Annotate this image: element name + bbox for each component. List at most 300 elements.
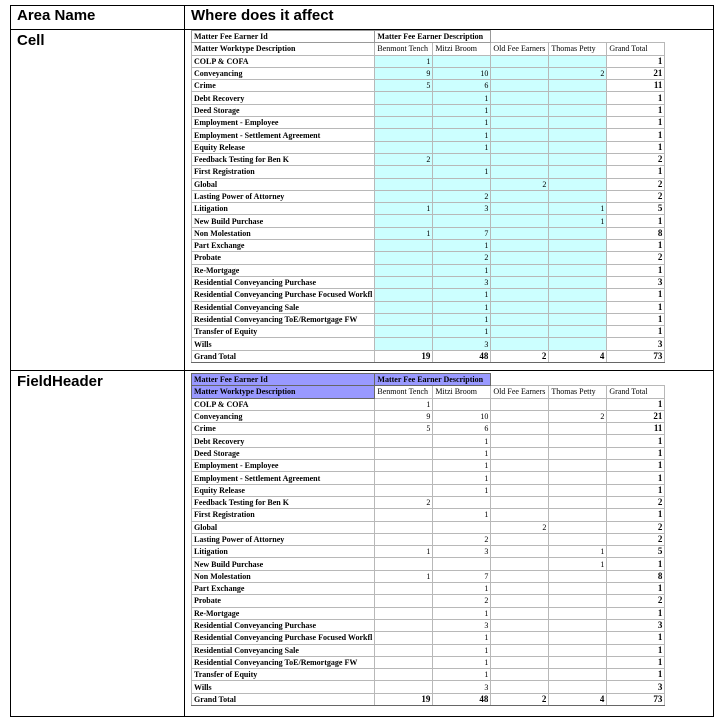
- data-cell[interactable]: [375, 656, 433, 668]
- row-label[interactable]: Probate: [192, 252, 375, 264]
- data-cell[interactable]: [491, 252, 549, 264]
- data-cell[interactable]: [375, 521, 433, 533]
- data-cell[interactable]: [491, 644, 549, 656]
- data-cell[interactable]: [491, 669, 549, 681]
- data-cell[interactable]: 1: [433, 240, 491, 252]
- row-label[interactable]: Deed Storage: [192, 447, 375, 459]
- row-label[interactable]: Part Exchange: [192, 240, 375, 252]
- row-label[interactable]: Conveyancing: [192, 410, 375, 422]
- row-total-cell[interactable]: 1: [607, 117, 665, 129]
- row-label[interactable]: Debt Recovery: [192, 435, 375, 447]
- column-field-header[interactable]: Matter Fee Earner Description: [375, 374, 491, 386]
- data-cell[interactable]: 1: [375, 546, 433, 558]
- row-label[interactable]: Litigation: [192, 546, 375, 558]
- data-cell[interactable]: [375, 276, 433, 288]
- data-cell[interactable]: [549, 227, 607, 239]
- data-cell[interactable]: [491, 301, 549, 313]
- data-cell[interactable]: [549, 644, 607, 656]
- data-cell[interactable]: [549, 104, 607, 116]
- row-total-cell[interactable]: 1: [607, 104, 665, 116]
- column-header[interactable]: Mitzi Broom: [433, 386, 491, 398]
- data-cell[interactable]: 1: [549, 203, 607, 215]
- data-cell[interactable]: 3: [433, 276, 491, 288]
- data-cell[interactable]: [375, 117, 433, 129]
- data-cell[interactable]: 1: [433, 289, 491, 301]
- row-total-cell[interactable]: 5: [607, 546, 665, 558]
- data-cell[interactable]: [549, 496, 607, 508]
- data-cell[interactable]: [375, 644, 433, 656]
- row-total-cell[interactable]: 1: [607, 644, 665, 656]
- data-cell[interactable]: [549, 484, 607, 496]
- data-cell[interactable]: [491, 656, 549, 668]
- data-cell[interactable]: 2: [491, 521, 549, 533]
- row-label[interactable]: Crime: [192, 423, 375, 435]
- data-cell[interactable]: [491, 67, 549, 79]
- grand-total-label[interactable]: Grand Total: [192, 350, 375, 362]
- column-header[interactable]: Grand Total: [607, 386, 665, 398]
- data-cell[interactable]: 1: [433, 264, 491, 276]
- data-cell[interactable]: [549, 276, 607, 288]
- data-cell[interactable]: [375, 289, 433, 301]
- data-cell[interactable]: 1: [433, 472, 491, 484]
- data-cell[interactable]: [549, 656, 607, 668]
- column-header[interactable]: Mitzi Broom: [433, 43, 491, 55]
- data-cell[interactable]: [433, 215, 491, 227]
- row-total-cell[interactable]: 1: [607, 398, 665, 410]
- data-cell[interactable]: 1: [433, 669, 491, 681]
- data-cell[interactable]: [549, 190, 607, 202]
- data-cell[interactable]: 9: [375, 410, 433, 422]
- data-cell[interactable]: [375, 92, 433, 104]
- row-label[interactable]: Residential Conveyancing Sale: [192, 301, 375, 313]
- data-cell[interactable]: [549, 141, 607, 153]
- data-cell[interactable]: [433, 496, 491, 508]
- data-cell[interactable]: [549, 338, 607, 350]
- data-cell[interactable]: 1: [433, 632, 491, 644]
- data-cell[interactable]: [491, 203, 549, 215]
- data-cell[interactable]: [491, 215, 549, 227]
- data-cell[interactable]: [491, 92, 549, 104]
- data-cell[interactable]: 1: [433, 92, 491, 104]
- data-cell[interactable]: 1: [433, 656, 491, 668]
- data-cell[interactable]: [549, 509, 607, 521]
- row-label[interactable]: Lasting Power of Attorney: [192, 190, 375, 202]
- row-field-header[interactable]: Matter Fee Earner Id: [192, 31, 375, 43]
- data-cell[interactable]: [491, 595, 549, 607]
- data-cell[interactable]: 1: [433, 644, 491, 656]
- row-label[interactable]: Transfer of Equity: [192, 326, 375, 338]
- data-cell[interactable]: [433, 521, 491, 533]
- row-total-cell[interactable]: 1: [607, 326, 665, 338]
- data-cell[interactable]: 1: [433, 104, 491, 116]
- row-total-cell[interactable]: 1: [607, 607, 665, 619]
- data-cell[interactable]: 5: [375, 80, 433, 92]
- row-total-cell[interactable]: 1: [607, 583, 665, 595]
- data-cell[interactable]: [549, 129, 607, 141]
- row-header-field[interactable]: Matter Worktype Description: [192, 43, 375, 55]
- row-label[interactable]: COLP & COFA: [192, 55, 375, 67]
- grand-total-cell[interactable]: 48: [433, 693, 491, 705]
- row-total-cell[interactable]: 1: [607, 460, 665, 472]
- grand-total-cell[interactable]: 4: [549, 693, 607, 705]
- data-cell[interactable]: [549, 80, 607, 92]
- data-cell[interactable]: [491, 496, 549, 508]
- data-cell[interactable]: [549, 166, 607, 178]
- row-label[interactable]: Residential Conveyancing Sale: [192, 644, 375, 656]
- data-cell[interactable]: [549, 472, 607, 484]
- data-cell[interactable]: [375, 104, 433, 116]
- row-label[interactable]: Global: [192, 178, 375, 190]
- data-cell[interactable]: [549, 681, 607, 693]
- row-total-cell[interactable]: 1: [607, 632, 665, 644]
- data-cell[interactable]: [549, 326, 607, 338]
- row-label[interactable]: Transfer of Equity: [192, 669, 375, 681]
- data-cell[interactable]: [375, 558, 433, 570]
- data-cell[interactable]: 2: [433, 595, 491, 607]
- data-cell[interactable]: [549, 313, 607, 325]
- row-total-cell[interactable]: 2: [607, 521, 665, 533]
- data-cell[interactable]: [433, 178, 491, 190]
- data-cell[interactable]: [491, 117, 549, 129]
- data-cell[interactable]: [491, 104, 549, 116]
- data-cell[interactable]: [491, 338, 549, 350]
- data-cell[interactable]: [491, 398, 549, 410]
- column-header[interactable]: Thomas Petty: [549, 43, 607, 55]
- data-cell[interactable]: 1: [375, 55, 433, 67]
- grand-total-cell[interactable]: 19: [375, 350, 433, 362]
- data-cell[interactable]: [549, 55, 607, 67]
- row-label[interactable]: Residential Conveyancing Purchase Focused Workfl: [192, 289, 375, 301]
- data-cell[interactable]: 2: [375, 153, 433, 165]
- row-total-cell[interactable]: 1: [607, 656, 665, 668]
- data-cell[interactable]: [549, 301, 607, 313]
- data-cell[interactable]: [491, 460, 549, 472]
- row-total-cell[interactable]: 1: [607, 55, 665, 67]
- row-label[interactable]: Conveyancing: [192, 67, 375, 79]
- data-cell[interactable]: 1: [549, 546, 607, 558]
- data-cell[interactable]: 2: [491, 178, 549, 190]
- data-cell[interactable]: [491, 558, 549, 570]
- data-cell[interactable]: 9: [375, 67, 433, 79]
- data-cell[interactable]: [549, 447, 607, 459]
- row-total-cell[interactable]: 1: [607, 669, 665, 681]
- data-cell[interactable]: 1: [433, 435, 491, 447]
- data-cell[interactable]: 6: [433, 423, 491, 435]
- data-cell[interactable]: 5: [375, 423, 433, 435]
- data-cell[interactable]: [375, 607, 433, 619]
- row-label[interactable]: Litigation: [192, 203, 375, 215]
- data-cell[interactable]: [491, 227, 549, 239]
- row-total-cell[interactable]: 1: [607, 435, 665, 447]
- column-header[interactable]: Grand Total: [607, 43, 665, 55]
- data-cell[interactable]: 1: [433, 117, 491, 129]
- row-label[interactable]: Part Exchange: [192, 583, 375, 595]
- data-cell[interactable]: [491, 546, 549, 558]
- data-cell[interactable]: [375, 252, 433, 264]
- data-cell[interactable]: 7: [433, 570, 491, 582]
- data-cell[interactable]: [491, 509, 549, 521]
- data-cell[interactable]: 1: [375, 203, 433, 215]
- data-cell[interactable]: 1: [375, 570, 433, 582]
- data-cell[interactable]: 1: [433, 509, 491, 521]
- data-cell[interactable]: 10: [433, 67, 491, 79]
- data-cell[interactable]: [549, 92, 607, 104]
- row-label[interactable]: Lasting Power of Attorney: [192, 533, 375, 545]
- data-cell[interactable]: [491, 190, 549, 202]
- data-cell[interactable]: [433, 153, 491, 165]
- column-header[interactable]: Thomas Petty: [549, 386, 607, 398]
- row-total-cell[interactable]: 1: [607, 264, 665, 276]
- row-total-cell[interactable]: 1: [607, 447, 665, 459]
- data-cell[interactable]: 1: [433, 607, 491, 619]
- data-cell[interactable]: [375, 190, 433, 202]
- data-cell[interactable]: [491, 533, 549, 545]
- data-cell[interactable]: [491, 264, 549, 276]
- grand-total-cell[interactable]: 4: [549, 350, 607, 362]
- row-total-cell[interactable]: 1: [607, 484, 665, 496]
- data-cell[interactable]: [549, 607, 607, 619]
- row-label[interactable]: Re-Mortgage: [192, 607, 375, 619]
- row-label[interactable]: Employment - Employee: [192, 460, 375, 472]
- row-label[interactable]: Equity Release: [192, 484, 375, 496]
- row-label[interactable]: Probate: [192, 595, 375, 607]
- grand-total-cell[interactable]: 48: [433, 350, 491, 362]
- row-total-cell[interactable]: 11: [607, 423, 665, 435]
- data-cell[interactable]: [549, 240, 607, 252]
- column-field-header[interactable]: Matter Fee Earner Description: [375, 31, 491, 43]
- row-total-cell[interactable]: 3: [607, 681, 665, 693]
- data-cell[interactable]: 1: [433, 326, 491, 338]
- data-cell[interactable]: [491, 313, 549, 325]
- data-cell[interactable]: [375, 681, 433, 693]
- row-label[interactable]: New Build Purchase: [192, 215, 375, 227]
- row-total-cell[interactable]: 1: [607, 92, 665, 104]
- row-label[interactable]: Employment - Settlement Agreement: [192, 129, 375, 141]
- data-cell[interactable]: [433, 55, 491, 67]
- row-label[interactable]: COLP & COFA: [192, 398, 375, 410]
- data-cell[interactable]: [433, 398, 491, 410]
- data-cell[interactable]: [549, 252, 607, 264]
- data-cell[interactable]: [549, 570, 607, 582]
- data-cell[interactable]: [375, 313, 433, 325]
- data-cell[interactable]: [549, 178, 607, 190]
- row-total-cell[interactable]: 3: [607, 338, 665, 350]
- row-label[interactable]: Non Molestation: [192, 227, 375, 239]
- data-cell[interactable]: [433, 558, 491, 570]
- row-total-cell[interactable]: 21: [607, 67, 665, 79]
- data-cell[interactable]: 1: [433, 447, 491, 459]
- data-cell[interactable]: 2: [433, 190, 491, 202]
- row-total-cell[interactable]: 3: [607, 619, 665, 631]
- data-cell[interactable]: [491, 80, 549, 92]
- data-cell[interactable]: 2: [433, 252, 491, 264]
- data-cell[interactable]: 1: [433, 313, 491, 325]
- data-cell[interactable]: 1: [433, 166, 491, 178]
- grand-total-cell[interactable]: 73: [607, 693, 665, 705]
- row-field-header[interactable]: Matter Fee Earner Id: [192, 374, 375, 386]
- row-total-cell[interactable]: 8: [607, 570, 665, 582]
- row-label[interactable]: Residential Conveyancing Purchase Focused Workfl: [192, 632, 375, 644]
- data-cell[interactable]: [375, 178, 433, 190]
- data-cell[interactable]: [491, 681, 549, 693]
- row-total-cell[interactable]: 1: [607, 509, 665, 521]
- data-cell[interactable]: [549, 398, 607, 410]
- row-label[interactable]: Wills: [192, 338, 375, 350]
- row-label[interactable]: Debt Recovery: [192, 92, 375, 104]
- data-cell[interactable]: [375, 264, 433, 276]
- data-cell[interactable]: [549, 264, 607, 276]
- data-cell[interactable]: [375, 129, 433, 141]
- row-label[interactable]: Deed Storage: [192, 104, 375, 116]
- data-cell[interactable]: [491, 447, 549, 459]
- data-cell[interactable]: [375, 632, 433, 644]
- row-label[interactable]: Global: [192, 521, 375, 533]
- data-cell[interactable]: [491, 583, 549, 595]
- data-cell[interactable]: 3: [433, 338, 491, 350]
- row-total-cell[interactable]: 2: [607, 595, 665, 607]
- row-total-cell[interactable]: 11: [607, 80, 665, 92]
- data-cell[interactable]: [491, 607, 549, 619]
- data-cell[interactable]: [375, 619, 433, 631]
- row-total-cell[interactable]: 1: [607, 558, 665, 570]
- row-label[interactable]: Residential Conveyancing Purchase: [192, 276, 375, 288]
- data-cell[interactable]: 1: [375, 227, 433, 239]
- data-cell[interactable]: [549, 423, 607, 435]
- data-cell[interactable]: 3: [433, 681, 491, 693]
- column-header[interactable]: Old Fee Earners: [491, 386, 549, 398]
- data-cell[interactable]: [375, 338, 433, 350]
- data-cell[interactable]: 2: [549, 67, 607, 79]
- data-cell[interactable]: 3: [433, 546, 491, 558]
- data-cell[interactable]: 2: [549, 410, 607, 422]
- data-cell[interactable]: [375, 215, 433, 227]
- row-label[interactable]: Employment - Settlement Agreement: [192, 472, 375, 484]
- data-cell[interactable]: [491, 276, 549, 288]
- row-total-cell[interactable]: 2: [607, 153, 665, 165]
- data-cell[interactable]: [549, 289, 607, 301]
- row-total-cell[interactable]: 2: [607, 533, 665, 545]
- data-cell[interactable]: [491, 166, 549, 178]
- data-cell[interactable]: [491, 326, 549, 338]
- row-total-cell[interactable]: 8: [607, 227, 665, 239]
- data-cell[interactable]: [375, 460, 433, 472]
- data-cell[interactable]: [549, 153, 607, 165]
- data-cell[interactable]: [375, 595, 433, 607]
- data-cell[interactable]: [375, 447, 433, 459]
- row-total-cell[interactable]: 2: [607, 252, 665, 264]
- data-cell[interactable]: 3: [433, 619, 491, 631]
- row-total-cell[interactable]: 1: [607, 289, 665, 301]
- row-label[interactable]: Residential Conveyancing ToE/Remortgage FW: [192, 656, 375, 668]
- grand-total-cell[interactable]: 2: [491, 693, 549, 705]
- data-cell[interactable]: [491, 632, 549, 644]
- data-cell[interactable]: 7: [433, 227, 491, 239]
- data-cell[interactable]: [549, 460, 607, 472]
- row-label[interactable]: Feedback Testing for Ben K: [192, 496, 375, 508]
- data-cell[interactable]: [491, 472, 549, 484]
- data-cell[interactable]: [549, 632, 607, 644]
- row-label[interactable]: Feedback Testing for Ben K: [192, 153, 375, 165]
- data-cell[interactable]: [375, 509, 433, 521]
- data-cell[interactable]: 1: [433, 484, 491, 496]
- data-cell[interactable]: 1: [433, 141, 491, 153]
- data-cell[interactable]: [549, 117, 607, 129]
- grand-total-cell[interactable]: 19: [375, 693, 433, 705]
- data-cell[interactable]: [375, 326, 433, 338]
- data-cell[interactable]: 10: [433, 410, 491, 422]
- data-cell[interactable]: [491, 240, 549, 252]
- row-label[interactable]: Residential Conveyancing Purchase: [192, 619, 375, 631]
- data-cell[interactable]: [491, 153, 549, 165]
- data-cell[interactable]: 1: [375, 398, 433, 410]
- column-header[interactable]: Benmont Tench: [375, 43, 433, 55]
- data-cell[interactable]: [549, 521, 607, 533]
- row-total-cell[interactable]: 1: [607, 472, 665, 484]
- row-label[interactable]: First Registration: [192, 509, 375, 521]
- row-total-cell[interactable]: 1: [607, 240, 665, 252]
- data-cell[interactable]: [375, 240, 433, 252]
- row-label[interactable]: Crime: [192, 80, 375, 92]
- row-total-cell[interactable]: 2: [607, 178, 665, 190]
- row-label[interactable]: Re-Mortgage: [192, 264, 375, 276]
- data-cell[interactable]: 1: [549, 215, 607, 227]
- data-cell[interactable]: 1: [433, 583, 491, 595]
- row-total-cell[interactable]: 2: [607, 496, 665, 508]
- row-total-cell[interactable]: 2: [607, 190, 665, 202]
- data-cell[interactable]: [549, 595, 607, 607]
- row-header-field[interactable]: Matter Worktype Description: [192, 386, 375, 398]
- data-cell[interactable]: 3: [433, 203, 491, 215]
- row-total-cell[interactable]: 3: [607, 276, 665, 288]
- row-label[interactable]: Employment - Employee: [192, 117, 375, 129]
- data-cell[interactable]: [375, 533, 433, 545]
- grand-total-cell[interactable]: 73: [607, 350, 665, 362]
- data-cell[interactable]: 2: [375, 496, 433, 508]
- grand-total-cell[interactable]: 2: [491, 350, 549, 362]
- data-cell[interactable]: [491, 423, 549, 435]
- data-cell[interactable]: [549, 435, 607, 447]
- data-cell[interactable]: [549, 533, 607, 545]
- row-label[interactable]: Residential Conveyancing ToE/Remortgage FW: [192, 313, 375, 325]
- data-cell[interactable]: [491, 129, 549, 141]
- data-cell[interactable]: [491, 410, 549, 422]
- data-cell[interactable]: 1: [433, 460, 491, 472]
- data-cell[interactable]: [375, 472, 433, 484]
- data-cell[interactable]: [491, 55, 549, 67]
- data-cell[interactable]: [375, 301, 433, 313]
- row-total-cell[interactable]: 21: [607, 410, 665, 422]
- data-cell[interactable]: [549, 583, 607, 595]
- data-cell[interactable]: [491, 484, 549, 496]
- row-total-cell[interactable]: 1: [607, 313, 665, 325]
- data-cell[interactable]: [491, 619, 549, 631]
- row-label[interactable]: First Registration: [192, 166, 375, 178]
- data-cell[interactable]: [549, 669, 607, 681]
- data-cell[interactable]: [491, 289, 549, 301]
- row-total-cell[interactable]: 5: [607, 203, 665, 215]
- data-cell[interactable]: [375, 484, 433, 496]
- row-total-cell[interactable]: 1: [607, 141, 665, 153]
- data-cell[interactable]: 1: [433, 129, 491, 141]
- grand-total-label[interactable]: Grand Total: [192, 693, 375, 705]
- data-cell[interactable]: 2: [433, 533, 491, 545]
- row-total-cell[interactable]: 1: [607, 129, 665, 141]
- column-header[interactable]: Benmont Tench: [375, 386, 433, 398]
- data-cell[interactable]: [491, 435, 549, 447]
- data-cell[interactable]: [375, 166, 433, 178]
- row-label[interactable]: Non Molestation: [192, 570, 375, 582]
- data-cell[interactable]: [491, 570, 549, 582]
